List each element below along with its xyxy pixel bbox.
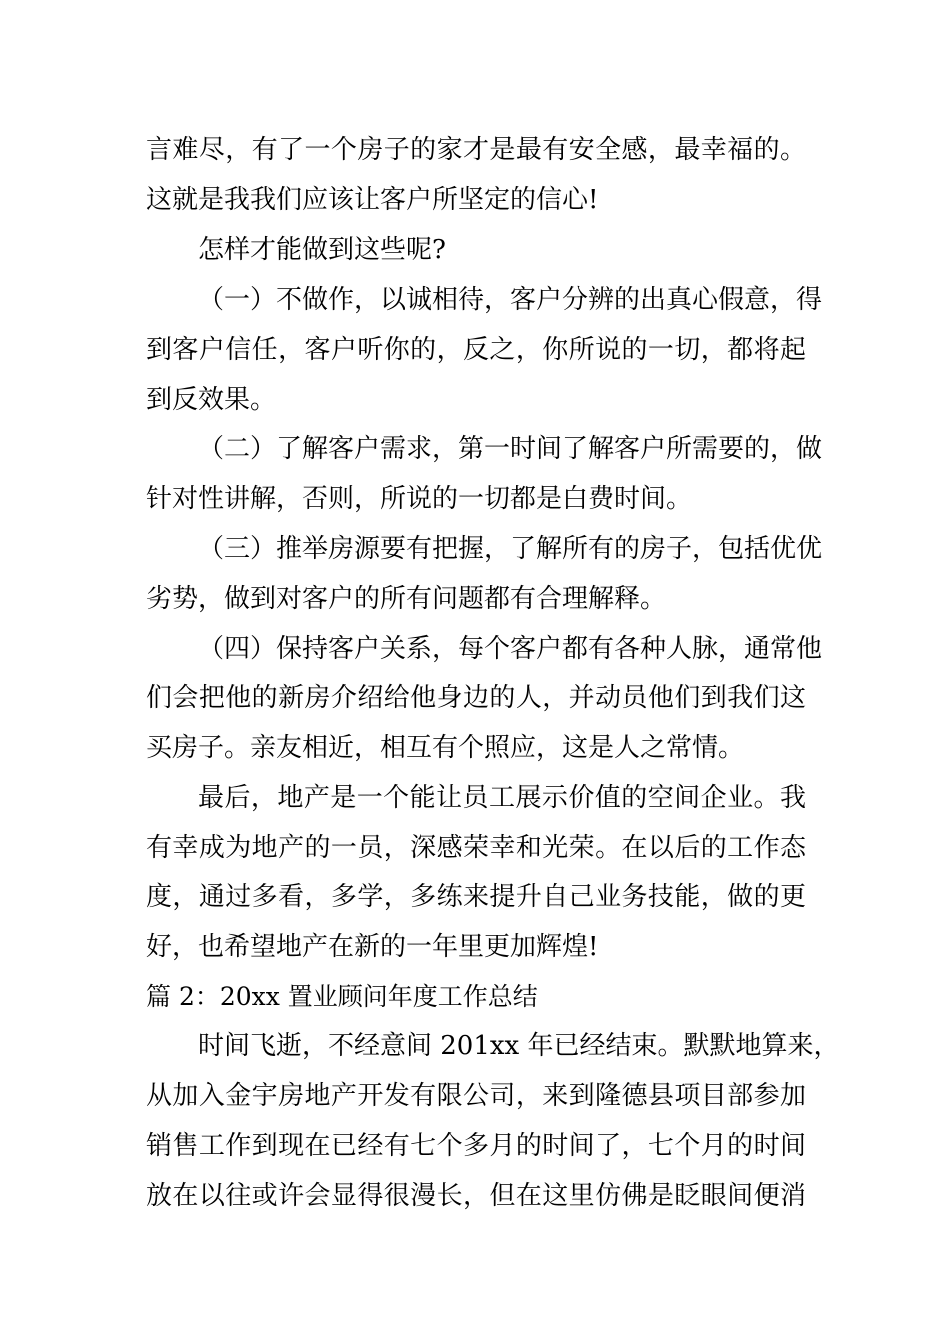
text-line: 劣势，做到对客户的所有问题都有合理解释。: [146, 584, 667, 614]
text-line: 度，通过多看，多学，多练来提升自己业务技能，做的更: [146, 882, 806, 912]
text-line: （三）推举房源要有把握，了解所有的房子，包括优优: [198, 534, 823, 564]
text-line: 到客户信任，客户听你的，反之，你所说的一切，都将起: [146, 335, 806, 365]
text-line: 买房子。亲友相近，相互有个照应，这是人之常情。: [146, 733, 745, 763]
text-line: 们会把他的新房介绍给他身边的人，并动员他们到我们这: [146, 683, 806, 713]
text-line: （一）不做作，以诚相待，客户分辨的出真心假意，得: [198, 285, 823, 315]
text-line: 销售工作到现在已经有七个多月的时间了，七个月的时间: [146, 1131, 806, 1161]
text-line: 怎样才能做到这些呢?: [198, 235, 446, 265]
text-line: 言难尽，有了一个房子的家才是最有安全感，最幸福的。: [146, 135, 806, 165]
text-line: 从加入金宇房地产开发有限公司，来到隆德县项目部参加: [146, 1081, 806, 1111]
text-line: 最后，地产是一个能让员工展示价值的空间企业。我: [198, 783, 806, 813]
text-line: （二）了解客户需求，第一时间了解客户所需要的，做: [198, 434, 823, 464]
text-line: 到反效果。: [146, 385, 277, 415]
text-line: 放在以往或许会显得很漫长，但在这里仿佛是眨眼间便消: [146, 1181, 806, 1211]
text-line: （四）保持客户关系，每个客户都有各种人脉，通常他: [198, 634, 823, 664]
text-line: 时间飞逝，不经意间 201xx 年已经结束。默默地算来，: [198, 1031, 840, 1061]
text-line: 针对性讲解，否则，所说的一切都是白费时间。: [146, 484, 693, 514]
text-line: 好，也希望地产在新的一年里更加辉煌!: [146, 932, 599, 962]
section-heading: 篇 2：20xx 置业顾问年度工作总结: [146, 982, 538, 1011]
text-line: 有幸成为地产的一员，深感荣幸和光荣。在以后的工作态: [146, 833, 806, 863]
text-line: 这就是我我们应该让客户所坚定的信心!: [146, 185, 599, 215]
